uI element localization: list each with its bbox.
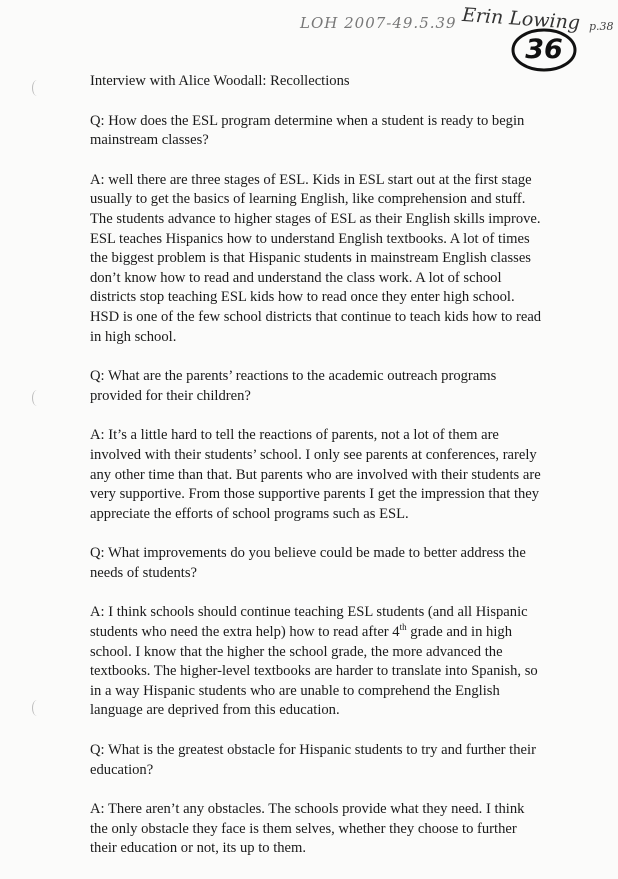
question-3: Q: What improvements do you believe could be made to better address the needs of students? (90, 545, 526, 581)
question-4: Q: What is the greatest obstacle for Hispanic students to try and further their education? (90, 742, 536, 778)
author-handwriting-tail: p.38 (589, 20, 614, 33)
punch-hole-mark (32, 700, 42, 716)
author-handwriting: Erin Lowing (461, 3, 581, 35)
archive-code: LOH 2007-49.5.39 (300, 14, 457, 32)
question-1: Q: How does the ESL program determine when a student is ready to begin mainstream classes? (90, 112, 525, 149)
page-number: 36 (525, 34, 563, 65)
answer-3-part-1: A: I think schools should continue teaching ESL students (and all Hispanic students who need the extra help) how to read after 4 (90, 604, 528, 641)
document-body (90, 72, 542, 879)
question-2: Q: What are the parents’ reactions to the academic outreach programs provided for their children? (90, 368, 497, 404)
answer-3 (90, 603, 542, 721)
punch-hole-mark (32, 390, 42, 406)
document-title: Interview with Alice Woodall: Recollections (90, 73, 350, 89)
answer-2: A: It’s a little hard to tell the reactions of parents, not a lot of them are involved with their students’ school. I only see parents at conferences, rarely any other time than that. But parents who are involved with their students are very supportive. From those supportive parents I get the impression that they appreciate the efforts of school programs such as ESL. (90, 427, 541, 522)
punch-hole-mark (32, 80, 42, 96)
answer-3-part-2: grade and in high school. I know that the higher the school grade, the more advanced the textbooks. The higher-level textbooks are harder to translate into Spanish, so in a way Hispanic students who are unable to comprehend the English language are deprived from this education. (90, 624, 538, 719)
answer-4: A: There aren’t any obstacles. The schools provide what they need. I think the only obstacle they face is them selves, whether they choose to further their education or not, its up to them. (90, 801, 525, 857)
answer-1: A: well there are three stages of ESL. Kids in ESL start out at the first stage usually to get the basics of learning English, like comprehension and stuff. The students advance to higher stages of ESL as their English skills improve. ESL teaches Hispanics how to understand English textbooks. A lot of times the biggest problem is that Hispanic students in mainstream English classes don’t know how to read and understand the class work. A lot of school districts stop teaching ESL kids how to read once they enter high school. HSD is one of the few school districts that continue to teach kids how to read in high school. (90, 171, 542, 345)
answer-3-superscript: th (399, 622, 407, 633)
